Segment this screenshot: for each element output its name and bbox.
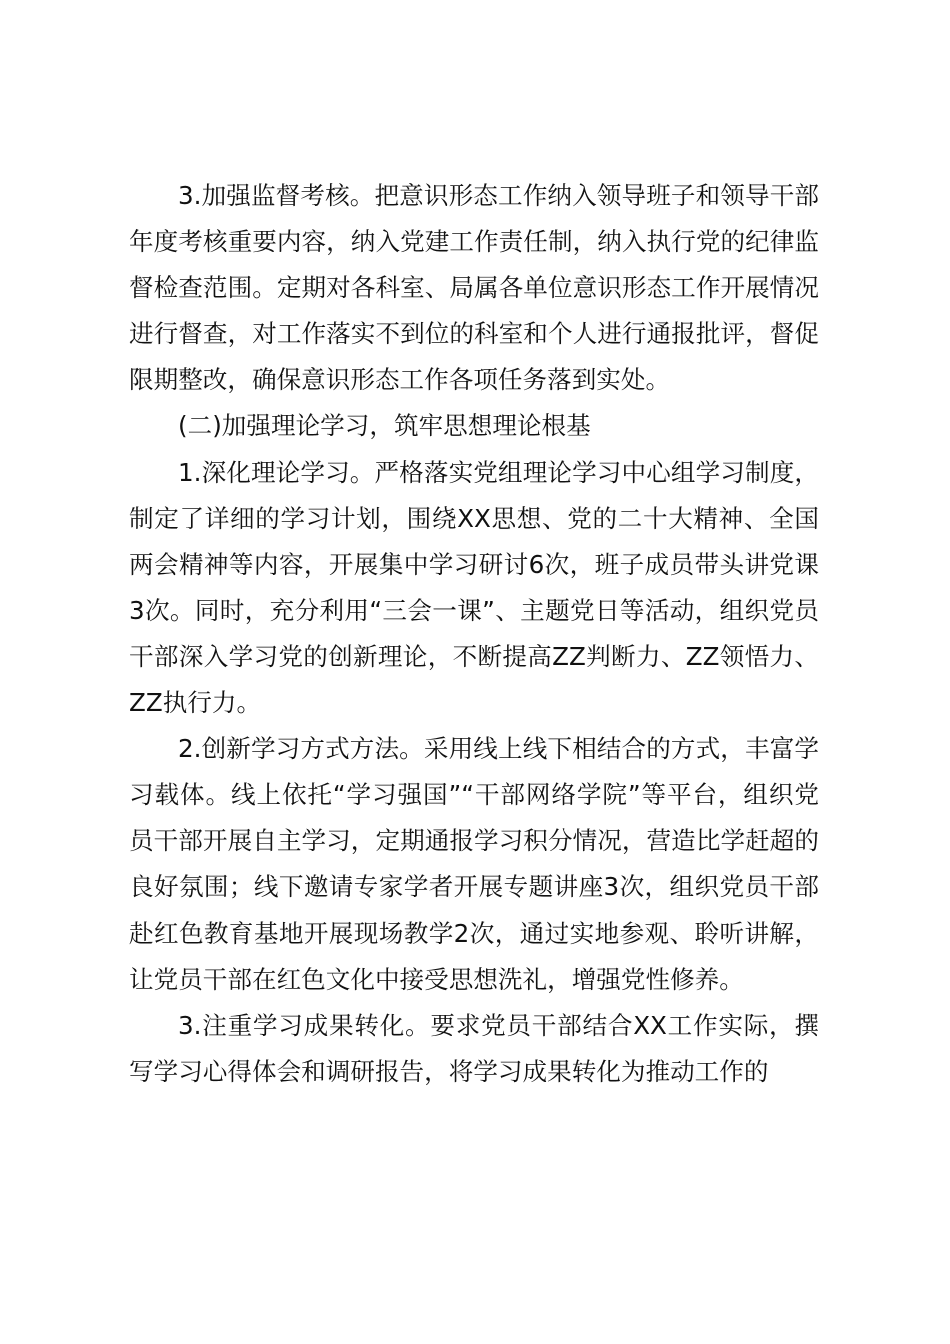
paragraph-study-results-transformation: 3.注重学习成果转化。要求党员干部结合XX工作实际，撰写学习心得体会和调研报告，将学习成果转化为推动工作的 xyxy=(129,1010,819,1086)
document-body xyxy=(129,173,819,1095)
section-heading-theory-study: (二)加强理论学习，筑牢思想理论根基 xyxy=(178,411,591,441)
paragraph-deepen-theory-study: 1.深化理论学习。严格落实党组理论学习中心组学习制度，制定了详细的学习计划，围绕XX思想、党的二十大精神、全国两会精神等内容，开展集中学习研讨6次，班子成员带头讲党课3次。同时，充分利用“三会一课”、主题党日等活动，组织党员干部深入学习党的创新理论，不断提高ZZ判断力、ZZ领悟力、ZZ执行力。 xyxy=(129,457,819,718)
paragraph-supervision-assessment: 3.加强监督考核。把意识形态工作纳入领导班子和领导干部年度考核重要内容，纳入党建工作责任制，纳入执行党的纪律监督检查范围。定期对各科室、局属各单位意识形态工作开展情况进行督查，对工作落实不到位的科室和个人进行通报批评，督促限期整改，确保意识形态工作各项任务落到实处。 xyxy=(129,181,819,395)
paragraph-innovate-study-methods: 2.创新学习方式方法。采用线上线下相结合的方式，丰富学习载体。线上依托“学习强国”“干部网络学院”等平台，组织党员干部开展自主学习，定期通报学习积分情况，营造比学赶超的良好氛围；线下邀请专家学者开展专题讲座3次，组织党员干部赴红色教育基地开展现场教学2次，通过实地参观、聆听讲解，让党员干部在红色文化中接受思想洗礼，增强党性修养。 xyxy=(129,734,819,994)
